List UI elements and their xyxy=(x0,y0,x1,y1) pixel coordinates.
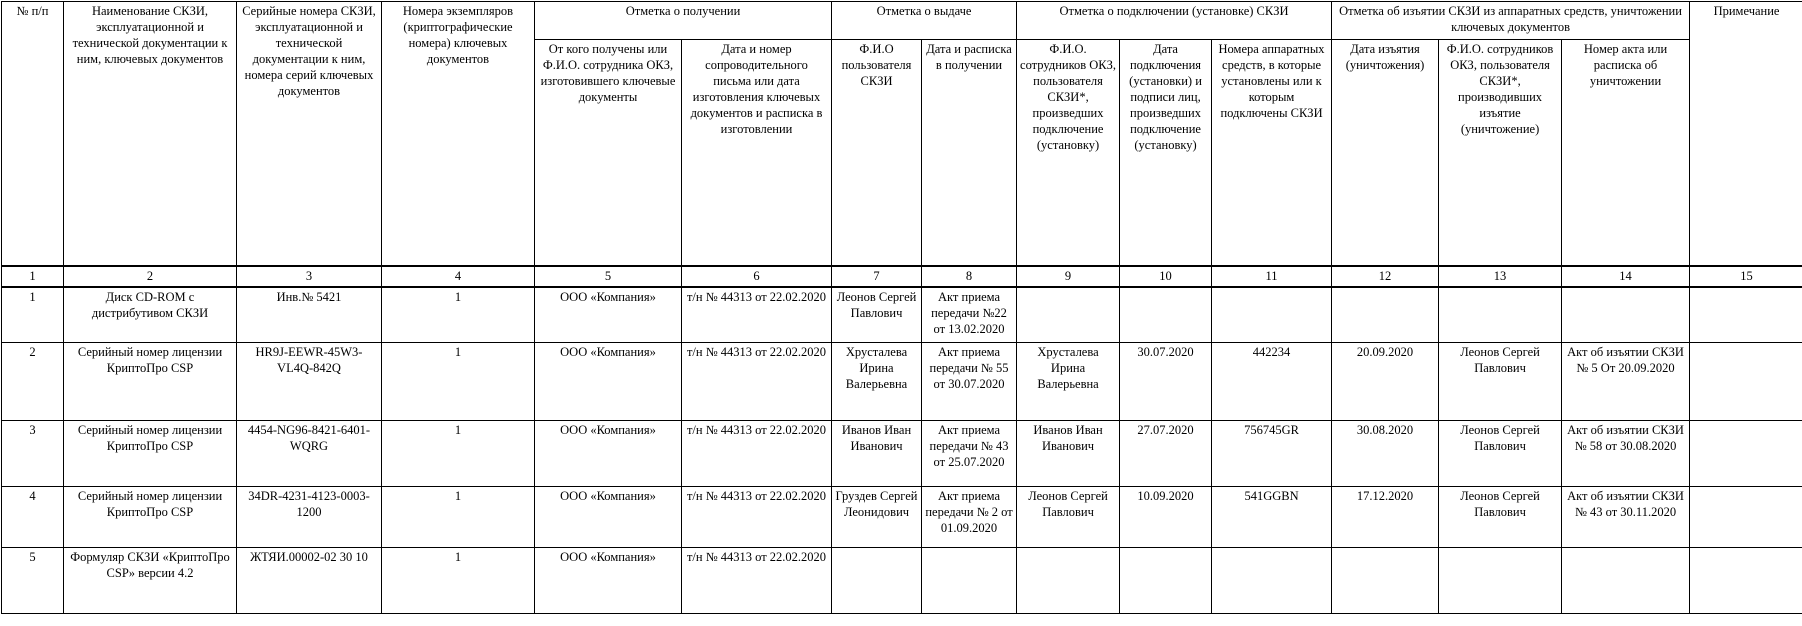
header-group-connection: Отметка о подключении (установке) СКЗИ xyxy=(1017,2,1332,40)
header-group-receipt: Отметка о получении xyxy=(535,2,832,40)
table-row xyxy=(2,548,1802,614)
header-removal-date: Дата изъятия (уничтожения) xyxy=(1332,40,1439,266)
table-cell: ООО «Компания» xyxy=(535,421,682,487)
skzi-registry-table xyxy=(1,1,1802,614)
table-cell: 5 xyxy=(2,548,64,614)
table-cell: 442234 xyxy=(1212,343,1332,421)
header-serial-numbers: Серийные номера СКЗИ, эксплуатационной и технической документации к ним, номера серий ключевых документов xyxy=(237,2,382,266)
table-row xyxy=(2,421,1802,487)
table-cell: Хрусталева Ирина Валерьевна xyxy=(832,343,922,421)
column-number-cell: 7 xyxy=(832,266,922,287)
table-cell: Акт об изъятии СКЗИ № 5 От 20.09.2020 xyxy=(1562,343,1690,421)
column-number-cell: 8 xyxy=(922,266,1017,287)
header-connect-date: Дата подключения (установки) и подписи лиц, произведших подключение (установку) xyxy=(1120,40,1212,266)
table-cell: Иванов Иван Иванович xyxy=(832,421,922,487)
table-cell xyxy=(1690,421,1802,487)
table-cell xyxy=(1439,548,1562,614)
table-cell: 20.09.2020 xyxy=(1332,343,1439,421)
header-issue-date-signature: Дата и расписка в получении xyxy=(922,40,1017,266)
column-number-cell: 5 xyxy=(535,266,682,287)
header-row-number: № п/п xyxy=(2,2,64,266)
header-removal-fio: Ф.И.О. сотрудников ОКЗ, пользователя СКЗИ*, производивших изъятие (уничтожение) xyxy=(1439,40,1562,266)
column-number-cell: 3 xyxy=(237,266,382,287)
table-cell: 10.09.2020 xyxy=(1120,487,1212,548)
table-cell: Акт приема передачи № 2 от 01.09.2020 xyxy=(922,487,1017,548)
header-skzi-name: Наименование СКЗИ, эксплуатационной и технической документации к ним, ключевых документов xyxy=(64,2,237,266)
table-cell: Акт приема передачи № 55 от 30.07.2020 xyxy=(922,343,1017,421)
table-cell: ООО «Компания» xyxy=(535,343,682,421)
header-hardware-numbers: Номера аппаратных средств, в которые установлены или к которым подключены СКЗИ xyxy=(1212,40,1332,266)
column-number-cell: 6 xyxy=(682,266,832,287)
table-cell: ЖТЯИ.00002-02 30 10 xyxy=(237,548,382,614)
header-receipt-date-letter: Дата и номер сопроводительного письма или дата изготовления ключевых документов и расписка в изготовлении xyxy=(682,40,832,266)
table-cell: Хрусталева Ирина Валерьевна xyxy=(1017,343,1120,421)
header-received-from: От кого получены или Ф.И.О. сотрудника ОКЗ, изготовившего ключевые документы xyxy=(535,40,682,266)
table-cell xyxy=(832,548,922,614)
table-cell: т/н № 44313 от 22.02.2020 xyxy=(682,487,832,548)
table-cell: 2 xyxy=(2,343,64,421)
table-cell xyxy=(1212,548,1332,614)
table-cell: 27.07.2020 xyxy=(1120,421,1212,487)
header-user-fio: Ф.И.О пользователя СКЗИ xyxy=(832,40,922,266)
column-number-cell: 4 xyxy=(382,266,535,287)
table-cell xyxy=(1017,548,1120,614)
table-row xyxy=(2,287,1802,343)
column-number-cell: 9 xyxy=(1017,266,1120,287)
table-cell: т/н № 44313 от 22.02.2020 xyxy=(682,343,832,421)
table-cell xyxy=(922,548,1017,614)
table-cell: Акт приема передачи №22 от 13.02.2020 xyxy=(922,287,1017,343)
column-number-cell: 14 xyxy=(1562,266,1690,287)
table-cell: Леонов Сергей Павлович xyxy=(1439,343,1562,421)
table-cell: 4 xyxy=(2,487,64,548)
table-cell xyxy=(1120,287,1212,343)
table-cell: Акт об изъятии СКЗИ № 58 от 30.08.2020 xyxy=(1562,421,1690,487)
table-cell xyxy=(1690,343,1802,421)
column-number-cell: 2 xyxy=(64,266,237,287)
header-group-issue: Отметка о выдаче xyxy=(832,2,1017,40)
table-row xyxy=(2,487,1802,548)
column-number-cell: 15 xyxy=(1690,266,1802,287)
table-cell xyxy=(1017,287,1120,343)
table-cell: Серийный номер лицензии КриптоПро CSP xyxy=(64,343,237,421)
table-cell: Акт приема передачи № 43 от 25.07.2020 xyxy=(922,421,1017,487)
table-cell: т/н № 44313 от 22.02.2020 xyxy=(682,287,832,343)
header-group-row xyxy=(2,2,1802,40)
column-number-cell: 1 xyxy=(2,266,64,287)
table-cell: Иванов Иван Иванович xyxy=(1017,421,1120,487)
table-cell: ООО «Компания» xyxy=(535,548,682,614)
header-connect-fio: Ф.И.О. сотрудников ОКЗ, пользователя СКЗИ*, произведших подключение (установку) xyxy=(1017,40,1120,266)
table-cell: Диск CD-ROM с дистрибутивом СКЗИ xyxy=(64,287,237,343)
table-cell: Инв.№ 5421 xyxy=(237,287,382,343)
column-numbers-row xyxy=(2,266,1802,287)
table-cell xyxy=(1690,487,1802,548)
table-cell: Груздев Сергей Леонидович xyxy=(832,487,922,548)
header-removal-act: Номер акта или расписка об уничтожении xyxy=(1562,40,1690,266)
header-copy-numbers: Номера экземпляров (криптографические номера) ключевых документов xyxy=(382,2,535,266)
table-cell: HR9J-EEWR-45W3-VL4Q-842Q xyxy=(237,343,382,421)
table-cell xyxy=(1212,287,1332,343)
table-cell: Серийный номер лицензии КриптоПро CSP xyxy=(64,421,237,487)
table-cell: Леонов Сергей Павлович xyxy=(1439,421,1562,487)
table-cell: Леонов Сергей Павлович xyxy=(1439,487,1562,548)
table-cell: Акт об изъятии СКЗИ № 43 от 30.11.2020 xyxy=(1562,487,1690,548)
table-cell xyxy=(1120,548,1212,614)
table-cell xyxy=(1562,548,1690,614)
header-note: Примечание xyxy=(1690,2,1802,266)
table-cell: Леонов Сергей Павлович xyxy=(1017,487,1120,548)
table-cell: 34DR-4231-4123-0003-1200 xyxy=(237,487,382,548)
column-number-cell: 12 xyxy=(1332,266,1439,287)
table-cell: 17.12.2020 xyxy=(1332,487,1439,548)
column-number-cell: 10 xyxy=(1120,266,1212,287)
table-cell: Формуляр СКЗИ «КриптоПро CSP» версии 4.2 xyxy=(64,548,237,614)
table-cell: Леонов Сергей Павлович xyxy=(832,287,922,343)
table-cell: 30.08.2020 xyxy=(1332,421,1439,487)
table-cell: 30.07.2020 xyxy=(1120,343,1212,421)
table-cell xyxy=(1332,548,1439,614)
table-cell: 541GGBN xyxy=(1212,487,1332,548)
table-cell xyxy=(1690,287,1802,343)
column-number-cell: 13 xyxy=(1439,266,1562,287)
table-cell: 3 xyxy=(2,421,64,487)
table-cell: 1 xyxy=(382,487,535,548)
table-cell: ООО «Компания» xyxy=(535,487,682,548)
header-group-removal: Отметка об изъятии СКЗИ из аппаратных средств, уничтожении ключевых документов xyxy=(1332,2,1690,40)
table-cell: 1 xyxy=(382,287,535,343)
table-cell xyxy=(1690,548,1802,614)
table-cell: ООО «Компания» xyxy=(535,287,682,343)
table-cell: 1 xyxy=(382,343,535,421)
table-cell: 1 xyxy=(2,287,64,343)
table-cell: 756745GR xyxy=(1212,421,1332,487)
table-cell xyxy=(1562,287,1690,343)
table-cell: т/н № 44313 от 22.02.2020 xyxy=(682,421,832,487)
table-cell: Серийный номер лицензии КриптоПро CSP xyxy=(64,487,237,548)
table-row xyxy=(2,343,1802,421)
table-cell xyxy=(1332,287,1439,343)
table-cell: 1 xyxy=(382,421,535,487)
column-number-cell: 11 xyxy=(1212,266,1332,287)
table-cell: т/н № 44313 от 22.02.2020 xyxy=(682,548,832,614)
table-cell: 4454-NG96-8421-6401-WQRG xyxy=(237,421,382,487)
table-cell xyxy=(1439,287,1562,343)
table-cell: 1 xyxy=(382,548,535,614)
